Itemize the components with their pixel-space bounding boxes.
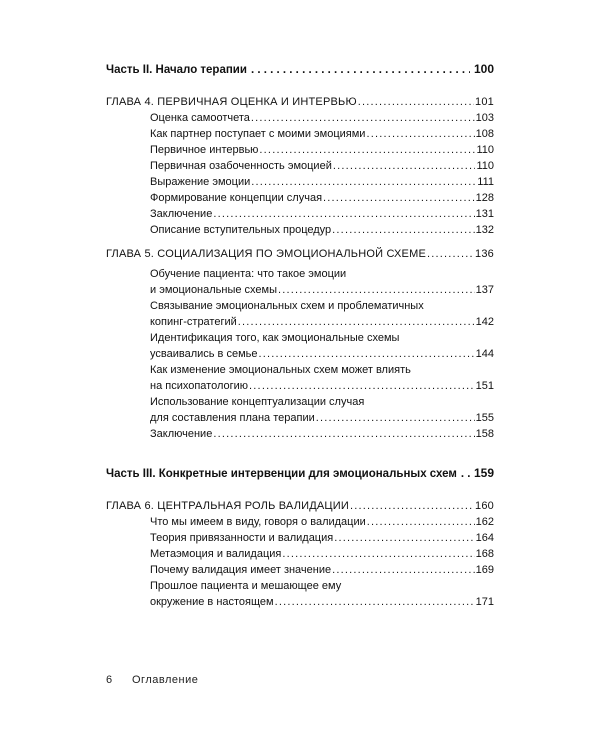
- toc-chapter-6[interactable]: [106, 498, 494, 514]
- dot-leader: [367, 514, 475, 530]
- section-title: Первичная озабоченность эмоцией: [150, 160, 332, 172]
- page-ref: 100: [473, 62, 494, 76]
- page-ref: 144: [475, 348, 494, 360]
- toc-section[interactable]: [150, 190, 494, 206]
- dot-leader: [238, 314, 475, 330]
- toc-section[interactable]: [150, 142, 494, 158]
- toc-section[interactable]: [150, 562, 494, 578]
- toc-chapter-5[interactable]: [106, 246, 494, 262]
- toc-section[interactable]: [150, 514, 494, 530]
- section-title: Выражение эмоции: [150, 176, 251, 188]
- page-ref: 169: [475, 564, 494, 576]
- section-title: на психопатологию: [150, 380, 249, 392]
- section-title: Оценка самоотчета: [150, 112, 250, 124]
- page-ref: 110: [476, 144, 494, 156]
- section-title: Теория привязанности и валидация: [150, 532, 334, 544]
- part-title: Часть III. Конкретные интервенции для эмоциональных схем: [106, 468, 457, 480]
- page-ref: 159: [473, 466, 494, 480]
- page-ref: 101: [475, 96, 494, 108]
- toc-section[interactable]: [150, 378, 494, 394]
- section-title: Что мы имеем в виду, говоря о валидации: [150, 516, 366, 528]
- toc-section[interactable]: [150, 282, 494, 298]
- page-ref: 132: [475, 224, 494, 236]
- dot-leader: [213, 426, 474, 442]
- toc-section[interactable]: [150, 126, 494, 142]
- page-ref: 164: [475, 532, 494, 544]
- section-title: Заключение: [150, 208, 213, 220]
- section-title: Почему валидация имеет значение: [150, 564, 332, 576]
- dot-leader: [249, 378, 475, 394]
- section-title: Первичное интервью: [150, 144, 259, 156]
- dot-leader: [366, 126, 474, 142]
- dot-leader: [278, 282, 475, 298]
- page-ref: 128: [475, 192, 494, 204]
- page-ref: 136: [475, 248, 494, 260]
- page-ref: 155: [475, 412, 494, 424]
- dot-leader: [258, 346, 474, 362]
- toc-section[interactable]: [150, 410, 494, 426]
- dot-leader: [332, 222, 474, 238]
- toc-section[interactable]: [150, 206, 494, 222]
- toc-section[interactable]: [150, 530, 494, 546]
- toc-section[interactable]: [150, 346, 494, 362]
- section-title-line1: Как изменение эмоциональных схем может влиять: [150, 364, 411, 376]
- dot-leader: [358, 94, 474, 110]
- page-ref: 160: [475, 500, 494, 512]
- toc-chapter-4[interactable]: [106, 94, 494, 110]
- section-title: усваивались в семье: [150, 348, 258, 360]
- page-ref: 111: [477, 176, 494, 188]
- section-title: копинг-стратегий: [150, 316, 237, 328]
- dot-leader: [282, 546, 474, 562]
- page-ref: 103: [475, 112, 494, 124]
- page-ref: 108: [475, 128, 494, 140]
- section-title-line1: Идентификация того, как эмоциональные схемы: [150, 332, 400, 344]
- table-of-contents: [106, 60, 494, 610]
- page-ref: 151: [475, 380, 494, 392]
- section-title-line1: Обучение пациента: что такое эмоции: [150, 268, 347, 280]
- section-title-line1: Использование концептуализации случая: [150, 396, 365, 408]
- toc-section[interactable]: [150, 314, 494, 330]
- part-title: Часть II. Начало терапии: [106, 64, 247, 76]
- page-ref: 110: [476, 160, 494, 172]
- toc-section[interactable]: [150, 158, 494, 174]
- dot-leader: [350, 498, 474, 514]
- dot-leader: [251, 110, 475, 126]
- section-title-line1: Прошлое пациента и мешающее ему: [150, 580, 342, 592]
- page-number: 6: [106, 674, 113, 686]
- toc-section[interactable]: [150, 546, 494, 562]
- section-title: Метаэмоция и валидация: [150, 548, 282, 560]
- chapter-title: ГЛАВА 4. ПЕРВИЧНАЯ ОЦЕНКА И ИНТЕРВЬЮ: [106, 96, 357, 108]
- dot-leader: [213, 206, 474, 222]
- dot-leader: [332, 562, 475, 578]
- section-title: для составления плана терапии: [150, 412, 315, 424]
- page-ref: 162: [475, 516, 494, 528]
- section-title: Как партнер поступает с моими эмоциями: [150, 128, 366, 140]
- dot-leader: [461, 465, 470, 483]
- toc-section[interactable]: [150, 222, 494, 238]
- toc-section[interactable]: [150, 426, 494, 442]
- page-ref: 158: [475, 428, 494, 440]
- page-ref: 137: [475, 284, 494, 296]
- page-footer: [106, 674, 198, 686]
- section-title: окружение в настоящем: [150, 596, 274, 608]
- toc-part-2[interactable]: [106, 60, 494, 79]
- section-title: Заключение: [150, 428, 213, 440]
- section-title: Формирование концепции случая: [150, 192, 323, 204]
- section-title: Описание вступительных процедур: [150, 224, 332, 236]
- section-title-line1: Связывание эмоциональных схем и проблематичных: [150, 300, 424, 312]
- dot-leader: [259, 142, 475, 158]
- chapter-title: ГЛАВА 6. ЦЕНТРАЛЬНАЯ РОЛЬ ВАЛИДАЦИИ: [106, 500, 349, 512]
- chapter-title: ГЛАВА 5. СОЦИАЛИЗАЦИЯ ПО ЭМОЦИОНАЛЬНОЙ СХЕМЕ: [106, 248, 426, 260]
- page-ref: 142: [475, 316, 494, 328]
- dot-leader: [333, 158, 476, 174]
- dot-leader: [334, 530, 474, 546]
- dot-leader: [323, 190, 475, 206]
- dot-leader: [316, 410, 475, 426]
- dot-leader: [427, 246, 474, 262]
- section-title: и эмоциональные схемы: [150, 284, 278, 296]
- dot-leader: [251, 174, 476, 190]
- toc-part-3[interactable]: [106, 464, 494, 483]
- dot-leader: [251, 61, 470, 79]
- page-ref: 171: [475, 596, 494, 608]
- toc-section[interactable]: [150, 594, 494, 610]
- running-head: Оглавление: [132, 674, 199, 686]
- toc-section[interactable]: [150, 174, 494, 190]
- dot-leader: [275, 594, 475, 610]
- toc-section[interactable]: [150, 110, 494, 126]
- page-ref: 168: [475, 548, 494, 560]
- page-ref: 131: [475, 208, 494, 220]
